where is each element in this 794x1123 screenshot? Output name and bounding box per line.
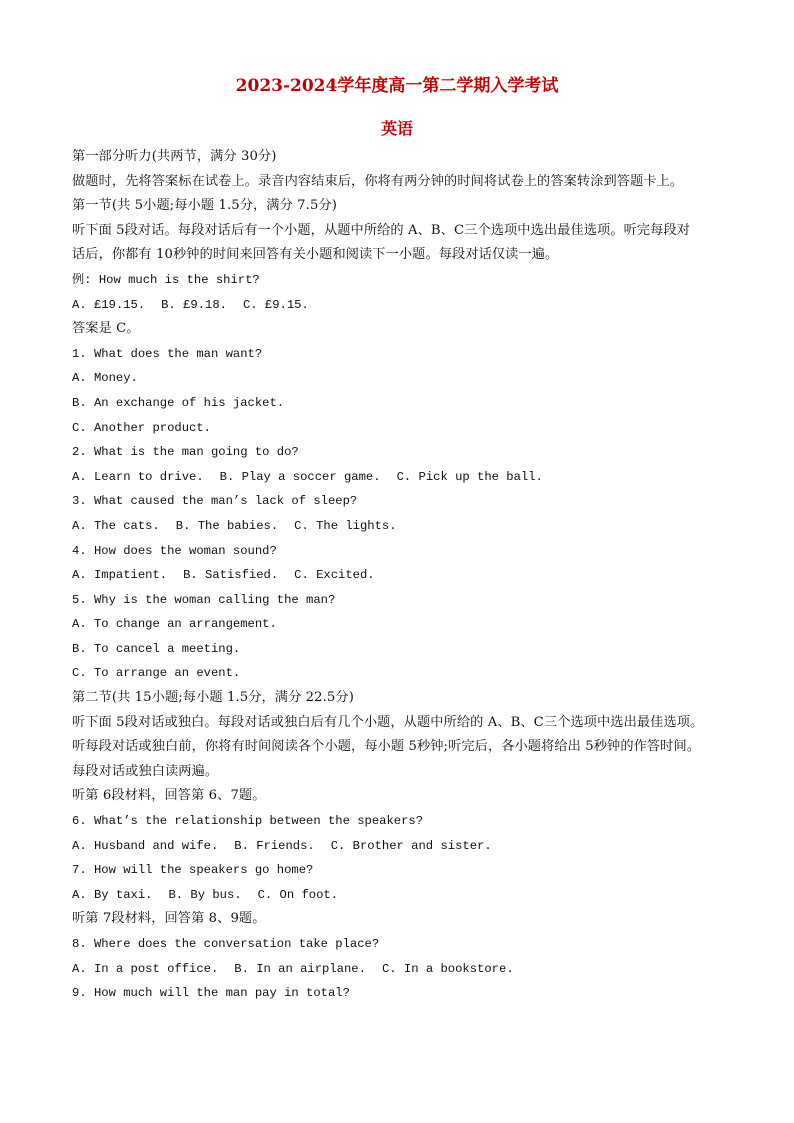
section2-instruction-line: 听下面 5段对话或独白。每段对话或独白后有几个小题，从题中所给的 A、B、C三个选项中选出最佳选项。 (72, 714, 704, 730)
question-option: C. To arrange an event. (72, 666, 241, 681)
section2-instruction-line: 每段对话或独白读两遍。 (72, 763, 219, 779)
example-option: C. £9.15. (242, 297, 309, 312)
question-option: A. Money. (72, 371, 138, 386)
question-7: 7. How will the speakers go home? (72, 863, 314, 878)
question-option: A. Impatient. (72, 568, 168, 583)
question-option: A. In a post office. (72, 961, 219, 976)
section2-instruction-line: 听每段对话或独白前，你将有时间阅读各个小题，每小题 5秒钟;听完后，各小题将给出 5秒钟的作答时间。 (72, 739, 701, 755)
question-options (72, 563, 732, 588)
section1-instruction-line: 听下面 5段对话。每段对话后有一个小题，从题中所给的 A、B、C三个选项中选出最佳选项。听完每段对 (72, 222, 691, 238)
question-options (72, 465, 732, 490)
material-6-heading: 听第 6段材料，回答第 6、7题。 (72, 788, 266, 804)
question-option: C. On foot. (257, 887, 339, 902)
section1-heading: 第一节(共 5小题;每小题 1.5分，满分 7.5分) (72, 198, 337, 214)
section2-heading: 第二节(共 15小题;每小题 1.5分，满分 22.5分) (72, 690, 354, 706)
question-option: B. To cancel a meeting. (72, 641, 241, 656)
exam-content (72, 145, 732, 1006)
question-6: 6. What’s the relationship between the speakers? (72, 814, 424, 829)
question-9: 9. How much will the man pay in total? (72, 986, 350, 1001)
question-option: B. The babies. (175, 518, 279, 533)
question-8: 8. Where does the conversation take place? (72, 937, 380, 951)
question-option: B. Satisfied. (183, 568, 279, 583)
example-question: 例: How much is the shirt? (72, 272, 260, 287)
question-1: 1. What does the man want? (72, 346, 263, 361)
exam-title: 2023-2024学年度高一第二学期入学考试 (235, 76, 559, 96)
question-option: C. The lights. (294, 518, 397, 533)
question-option: B. In an airplane. (234, 961, 366, 976)
question-options (72, 834, 732, 859)
question-3: 3. What caused the man’s lack of sleep? (72, 494, 358, 509)
question-option: A. The cats. (72, 518, 160, 533)
exam-subject: 英语 (380, 119, 413, 138)
question-option: B. By bus. (168, 887, 242, 902)
part1-heading: 第一部分听力(共两节，满分 30分) (72, 149, 277, 164)
question-option: C. Pick up the ball. (396, 469, 543, 484)
question-options (72, 514, 732, 539)
example-options (72, 293, 732, 318)
question-option: A. Learn to drive. (72, 469, 204, 484)
question-option: A. Husband and wife. (72, 838, 219, 853)
question-option: A. By taxi. (72, 887, 153, 902)
question-option: A. To change an arrangement. (72, 617, 277, 632)
part1-instruction: 做题时，先将答案标在试卷上。录音内容结束后，你将有两分钟的时间将试卷上的答案转涂到答题卡上。 (72, 173, 684, 189)
section1-instruction-line: 话后，你都有 10秒钟的时间来回答有关小题和阅读下一小题。每段对话仅读一遍。 (72, 247, 559, 263)
question-option: B. Play a soccer game. (219, 469, 381, 484)
question-option: C. Brother and sister. (330, 838, 492, 853)
question-option: B. An exchange of his jacket. (72, 395, 285, 410)
question-option: B. Friends. (234, 838, 315, 853)
question-option: C. Excited. (294, 568, 375, 583)
question-option: C. In a bookstore. (381, 961, 514, 976)
question-4: 4. How does the woman sound? (72, 543, 277, 558)
example-option: B. £9.18. (161, 297, 227, 312)
question-option: C. Another product. (72, 420, 211, 435)
question-2: 2. What is the man going to do? (72, 445, 299, 460)
question-options (72, 883, 732, 908)
example-answer: 答案是 C。 (72, 321, 140, 337)
material-7-heading: 听第 7段材料，回答第 8、9题。 (72, 911, 266, 927)
question-5: 5. Why is the woman calling the man? (72, 592, 336, 607)
example-option: A. £19.15. (72, 297, 146, 312)
question-options (72, 957, 732, 982)
